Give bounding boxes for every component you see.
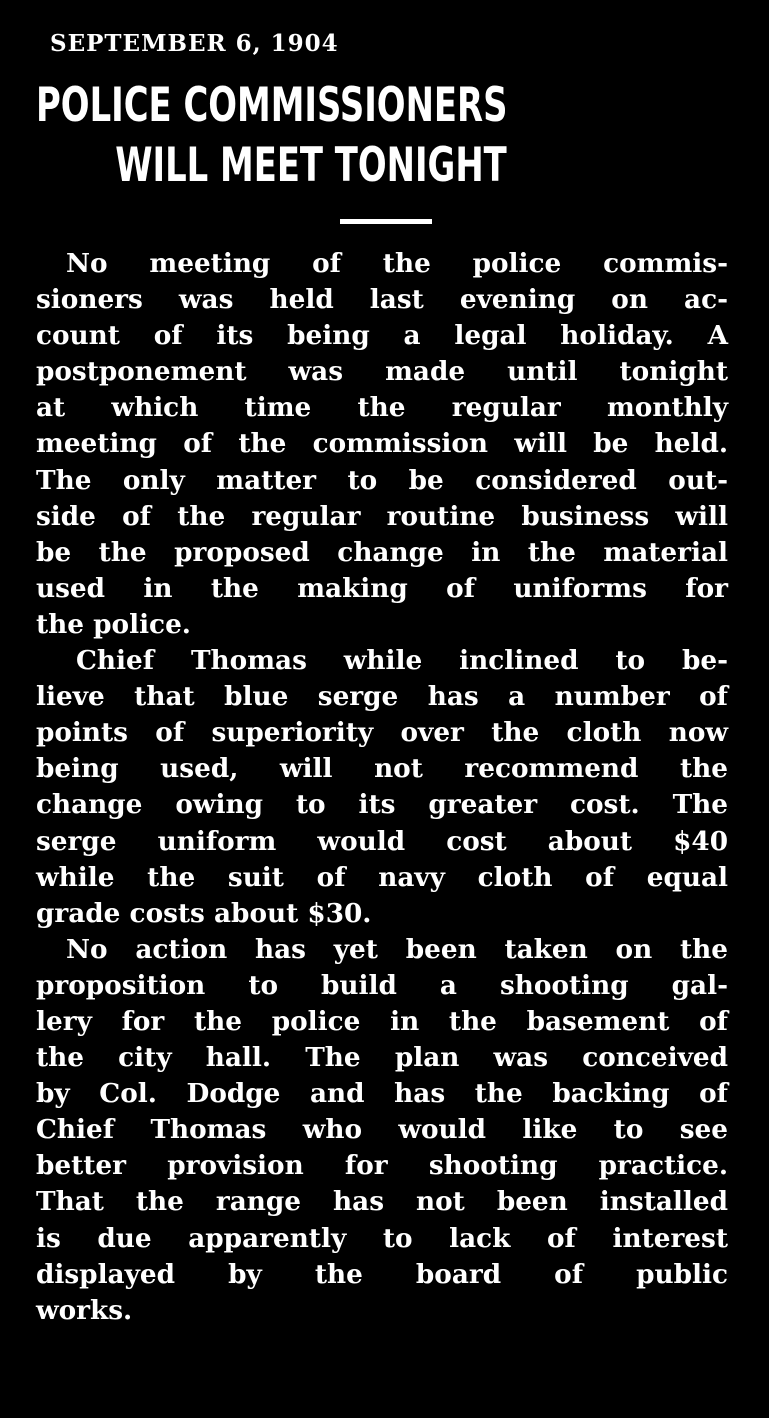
body-line: serge uniform would cost about $40	[36, 825, 728, 857]
body-line: is due apparently to lack of interest	[36, 1222, 728, 1254]
body-line: No meeting of the police commis-	[66, 248, 728, 279]
headline-line-1: POLICE COMMISSIONERS	[36, 78, 508, 133]
headline-line-2: WILL MEET TONIGHT	[115, 138, 507, 193]
body-line: at which time the regular monthly	[36, 392, 728, 424]
body-line: displayed by the board of public	[36, 1258, 728, 1290]
body-line: be the proposed change in the material	[36, 536, 728, 568]
headline	[36, 76, 540, 196]
body-line: the city hall. The plan was conceived	[36, 1042, 728, 1074]
body-line: better provision for shooting practice.	[36, 1150, 728, 1182]
body-line: while the suit of navy cloth of equal	[36, 861, 728, 893]
body-line: That the range has not been installed	[36, 1186, 728, 1218]
body-line: being used, will not recommend the	[36, 753, 728, 785]
body-line: proposition to build a shooting gal-	[36, 969, 728, 1001]
body-line: meeting of the commission will be held.	[36, 428, 728, 460]
body-line: Chief Thomas who would like to see	[36, 1114, 728, 1146]
dateline: SEPTEMBER 6, 1904	[50, 30, 339, 57]
headline-divider	[340, 219, 432, 224]
body-line: change owing to its greater cost. The	[36, 789, 728, 821]
body-line: side of the regular routine business will	[36, 500, 728, 532]
body-line: used in the making of uniforms for	[36, 572, 728, 604]
body-line: No action has yet been taken on the	[66, 933, 728, 965]
body-line: lieve that blue serge has a number of	[36, 681, 728, 713]
body-line: lery for the police in the basement of	[36, 1005, 728, 1037]
article-body	[36, 246, 728, 1329]
body-line: The only matter to be considered out-	[36, 464, 728, 496]
body-line: sioners was held last evening on ac-	[36, 284, 728, 316]
body-line: the police.	[36, 608, 191, 640]
body-line: count of its being a legal holiday. A	[36, 320, 728, 352]
body-line: postponement was made until tonight	[36, 356, 728, 388]
body-line: works.	[36, 1294, 133, 1326]
body-line: grade costs about $30.	[36, 897, 372, 929]
body-line: by Col. Dodge and has the backing of	[36, 1078, 728, 1110]
body-line: points of superiority over the cloth now	[36, 717, 728, 749]
body-line: Chief Thomas while inclined to be-	[76, 645, 728, 677]
